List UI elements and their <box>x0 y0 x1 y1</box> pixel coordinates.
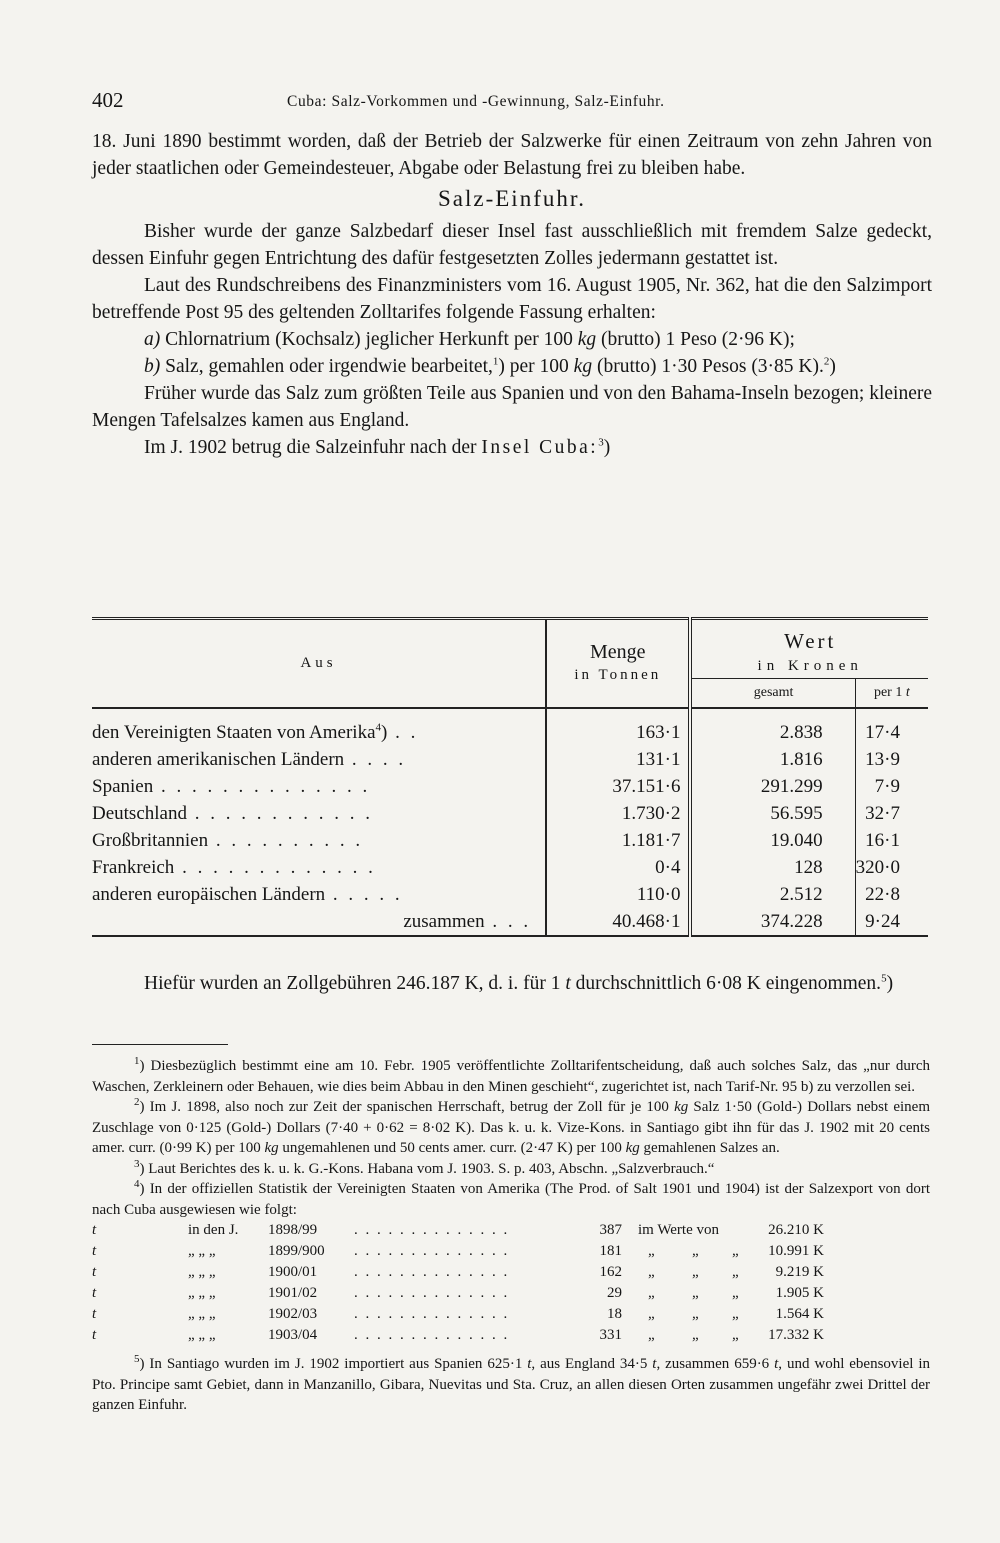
export-list <box>92 1220 930 1346</box>
table-row: Frankreich . . . . . . . . . . . . . 0·4 128 320·0 <box>92 854 928 881</box>
export-row: „ „ „ 1902/03 . . . . . . . . . . . . . . 18 t „ „ „ 1.564 K <box>92 1306 824 1322</box>
column-header-menge: Menge in Tonnen <box>546 619 690 709</box>
column-header-per-ton: per 1 t <box>855 679 928 709</box>
table-row: Deutschland . . . . . . . . . . . . 1.730·2 56.595 32·7 <box>92 800 928 827</box>
export-row: „ „ „ 1903/04 . . . . . . . . . . . . . . 331 t „ „ „ 17.332 K <box>92 1327 824 1343</box>
footnote-ref-3: 3 <box>598 436 604 449</box>
footnote-ref-4: 4 <box>375 721 382 734</box>
page-header <box>92 88 930 118</box>
page-number: 402 <box>92 88 124 112</box>
paragraph-table-intro: Im J. 1902 betrug die Salzeinfuhr nach der Insel Cuba:$^3$) <box>144 436 611 458</box>
paragraph-continuation: 18. Juni 1890 bestimmt worden, daß der Betrieb der Salzwerke für einen Zeitraum von zehn Jahren von jeder staatlichen oder Gemeindesteuer, Abgabe oder Belastung frei zu bleiben habe. <box>92 131 932 179</box>
item-a-label: a) <box>144 329 161 350</box>
footnote-2: $^2$) Im J. 1898, also noch zur Zeit der spanischen Herrschaft, betrug der Zoll für je 100 kg Salz 1·50 (Gold-) Dollars nebst einem Zuschlage von 0·125 (Gold-) Dollars (7·40 + 0·62 = 8·02 K). Das k. u. k. Vize-Kons. in Santiago gibt ihn für das J. 1902 mit 20 cents amer. curr. (0·99 K) per 100 kg ungemahlenen und 50 cents amer. curr. (2·47 K) per 100 kg gemahlenen Salzes an. <box>92 1096 930 1156</box>
footnotes <box>92 1056 930 1416</box>
table-row: den Vereinigten Staaten von Amerika$^4$) . . 163·1 2.838 17·4 <box>92 708 928 746</box>
tariff-item-b: b) Salz, gemahlen oder irgendwie bearbeitet,$^1$) per 100 kg (brutto) 1·30 Pesos (3·85 K).$^2$) <box>144 355 836 377</box>
table-total-row: zusammen . . . 40.468·1 374.228 9·24 <box>92 908 928 936</box>
footnote-ref-1: 1 <box>492 355 499 368</box>
footnote-ref-5: 5 <box>881 972 887 985</box>
table-row: Großbritannien . . . . . . . . . . 1.181·7 19.040 16·1 <box>92 827 928 854</box>
column-header-wert: Wert in Kronen <box>757 628 863 674</box>
body-text-after-table <box>92 970 932 997</box>
footnote-ref-2: 2 <box>823 355 830 368</box>
tariff-item-a: a) Chlornatrium (Kochsalz) jeglicher Herkunft per 100 kg (brutto) 1 Peso (2·96 K); <box>144 329 795 350</box>
paragraph-zollgebuehren: Hiefür wurden an Zollgebühren 246.187 K, d. i. für 1 t durchschnittlich 6·08 K eingenommen.$^5$) <box>144 972 894 994</box>
paragraph-salzbedarf: Bisher wurde der ganze Salzbedarf dieser Insel fast ausschließlich mit fremdem Salze gedeckt, dessen Einfuhr gegen Entrichtung des dafür festgesetzten Zolles jedermann gestattet ist. <box>92 221 932 269</box>
export-row: in den J. 1898/99 . . . . . . . . . . . . . . 387 t im Werte von 26.210 K <box>92 1222 824 1238</box>
export-row: „ „ „ 1899/900 . . . . . . . . . . . . . . 181 t „ „ „ 10.991 K <box>92 1243 824 1259</box>
item-b-label: b) <box>144 356 161 377</box>
paragraph-frueher: Früher wurde das Salz zum größten Teile aus Spanien und von den Bahama-Inseln bezogen; kleinere Mengen Tafelsalzes kamen aus England. <box>92 383 932 431</box>
table-row: anderen europäischen Ländern . . . . . 110·0 2.512 22·8 <box>92 881 928 908</box>
export-row: „ „ „ 1900/01 . . . . . . . . . . . . . . 162 t „ „ „ 9.219 K <box>92 1264 824 1280</box>
salt-import-table <box>92 617 928 937</box>
table-row: anderen amerikanischen Ländern . . . . 131·1 1.816 13·9 <box>92 746 928 773</box>
footnote-3: $^3$) Laut Berichtes des k. u. k. G.-Kons. Habana vom J. 1903. S. p. 403, Abschn. „Salzverbrauch.“ <box>134 1157 715 1177</box>
footnote-rule <box>92 1044 228 1045</box>
column-header-gesamt: gesamt <box>690 679 855 709</box>
footnote-4: $^4$) In der offiziellen Statistik der Vereinigten Staaten von Amerika (The Prod. of Salt 1901 und 1904) ist der Salzexport von dort nach Cuba ausgewiesen wie folgt: <box>92 1178 930 1218</box>
section-heading: Salz-Einfuhr. <box>438 186 586 211</box>
running-title: Cuba: Salz-Vorkommen und -Gewinnung, Salz-Einfuhr. <box>287 93 665 110</box>
footnote-5: $^5$) In Santiago wurden im J. 1902 importiert aus Spanien 625·1 t, aus England 34·5 t, zusammen 659·6 t, und wohl ebensoviel in Pto. Principe samt Gebiet, dann in Manzanillo, Gibara, Nuevitas und Sta. Cruz, an allen diesen Orten zusammen ungefähr zwei Drittel der ganzen Einfuhr. <box>92 1353 930 1413</box>
footnote-1: $^1$) Diesbezüglich bestimmt eine am 10. Febr. 1905 veröffentlichte Zolltarifentscheidung, daß auch solches Salz, das „nur durch Waschen, Zerkleinern oder Behauen, wie dies beim Abbau in den Minen geschieht“, zugerichtet ist, nach Tarif-Nr. 95 b) zu verzollen sei. <box>92 1055 930 1095</box>
table-row: Spanien . . . . . . . . . . . . . . 37.151·6 291.299 7·9 <box>92 773 928 800</box>
column-header-aus: Aus <box>92 619 546 709</box>
body-text <box>92 128 932 461</box>
export-row: „ „ „ 1901/02 . . . . . . . . . . . . . . 29 t „ „ „ 1.905 K <box>92 1285 824 1301</box>
paragraph-rundschreiben: Laut des Rundschreibens des Finanzministers vom 16. August 1905, Nr. 362, hat die den Salzimport betreffende Post 95 des geltenden Zolltarifes folgende Fassung erhalten: <box>92 275 932 323</box>
